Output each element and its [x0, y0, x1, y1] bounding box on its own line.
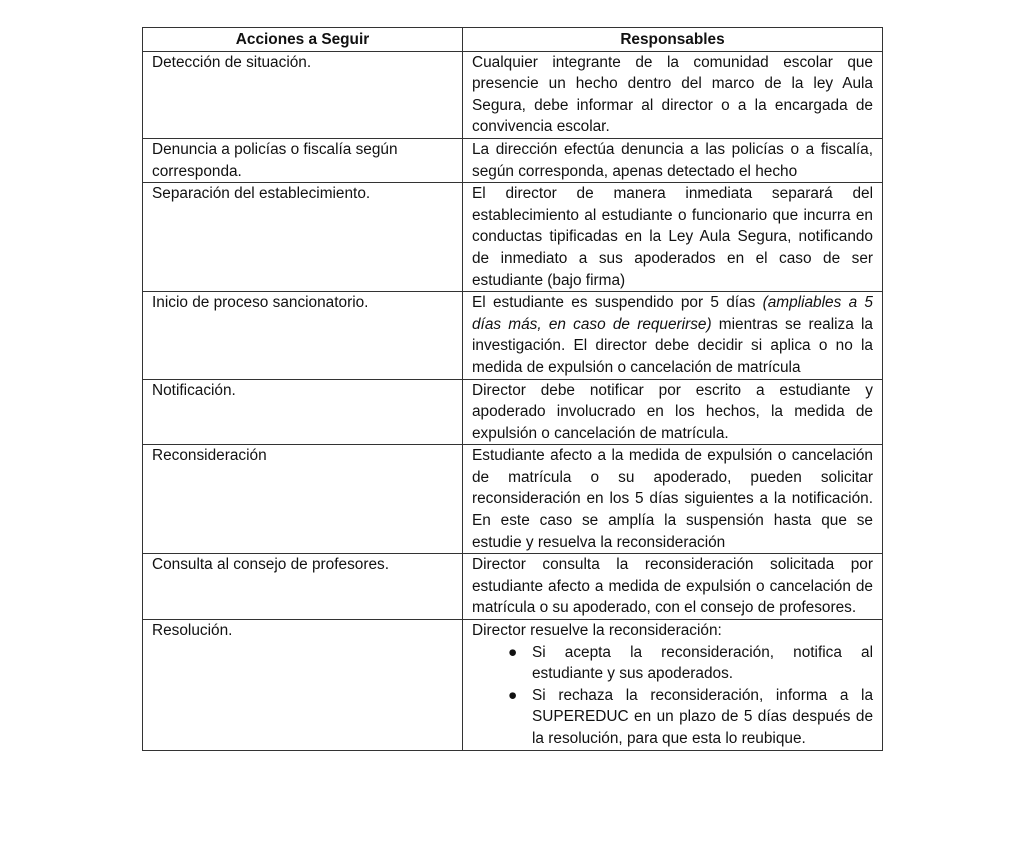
- responsible-cell: Estudiante afecto a la medida de expulsión o cancelación de matrícula o su apoderado, pueden solicitar reconsideración en los 5 días siguientes a la notificación. En este caso se amplía la suspensión hasta que se estudie y resuelva la reconsideración: [463, 445, 883, 554]
- table-row: [143, 138, 883, 182]
- action-cell: Consulta al consejo de profesores.: [143, 554, 463, 620]
- table-row: [143, 554, 883, 620]
- responsible-text-end: mientras se realiza la investigación. El director debe decidir si aplica o no la medida de expulsión o cancelación de matrícula: [472, 315, 873, 376]
- resolution-intro: Director resuelve la reconsideración:: [472, 622, 722, 640]
- responsible-text-start: El estudiante es suspendido por 5 días: [472, 294, 763, 312]
- action-cell: Inicio de proceso sancionatorio.: [143, 292, 463, 379]
- responsible-text-italic: (ampliables a 5 días más, en caso de requerirse): [472, 294, 873, 333]
- responsible-cell: Cualquier integrante de la comunidad escolar que presencie un hecho dentro del marco de la ley Aula Segura, debe informar al director o a la encargada de convivencia escolar.: [463, 51, 883, 138]
- responsible-cell: Director debe notificar por escrito a estudiante y apoderado involucrado en los hechos, la medida de expulsión o cancelación de matrícula.: [463, 379, 883, 445]
- table-row: [143, 620, 883, 751]
- list-item: [508, 642, 873, 685]
- responsible-cell: [463, 620, 883, 751]
- action-cell: Notificación.: [143, 379, 463, 445]
- table-header-row: [143, 28, 883, 52]
- bullet-text: Si rechaza la reconsideración, informa a la SUPEREDUC en un plazo de 5 días después de la resolución, para que esta lo reubique.: [532, 686, 873, 747]
- bullet-icon: ●: [508, 686, 518, 704]
- table-row: [143, 51, 883, 138]
- table-row: [143, 292, 883, 379]
- list-item: [508, 685, 873, 750]
- action-cell: Resolución.: [143, 620, 463, 751]
- protocol-table: [142, 27, 883, 751]
- table-row: [143, 445, 883, 554]
- header-actions: Acciones a Seguir: [143, 28, 463, 52]
- action-cell: Detección de situación.: [143, 51, 463, 138]
- header-responsibles: Responsables: [463, 28, 883, 52]
- action-cell: Denuncia a policías o fiscalía según corresponda.: [143, 138, 463, 182]
- responsible-cell: El director de manera inmediata separará del establecimiento al estudiante o funcionario que incurra en conductas tipificadas en la Ley Aula Segura, notificando de inmediato a sus apoderados en el caso de ser estudiante (bajo firma): [463, 183, 883, 292]
- action-cell: Separación del establecimiento.: [143, 183, 463, 292]
- action-cell: Reconsideración: [143, 445, 463, 554]
- table-row: [143, 183, 883, 292]
- responsible-cell: La dirección efectúa denuncia a las policías o a fiscalía, según corresponda, apenas detectado el hecho: [463, 138, 883, 182]
- resolution-bullet-list: [472, 642, 873, 750]
- responsible-cell: Director consulta la reconsideración solicitada por estudiante afecto a medida de expulsión o cancelación de matrícula o su apoderado, con el consejo de profesores.: [463, 554, 883, 620]
- bullet-text: Si acepta la reconsideración, notifica al estudiante y sus apoderados.: [532, 643, 873, 683]
- responsible-cell: [463, 292, 883, 379]
- bullet-icon: ●: [508, 643, 518, 661]
- table-row: [143, 379, 883, 445]
